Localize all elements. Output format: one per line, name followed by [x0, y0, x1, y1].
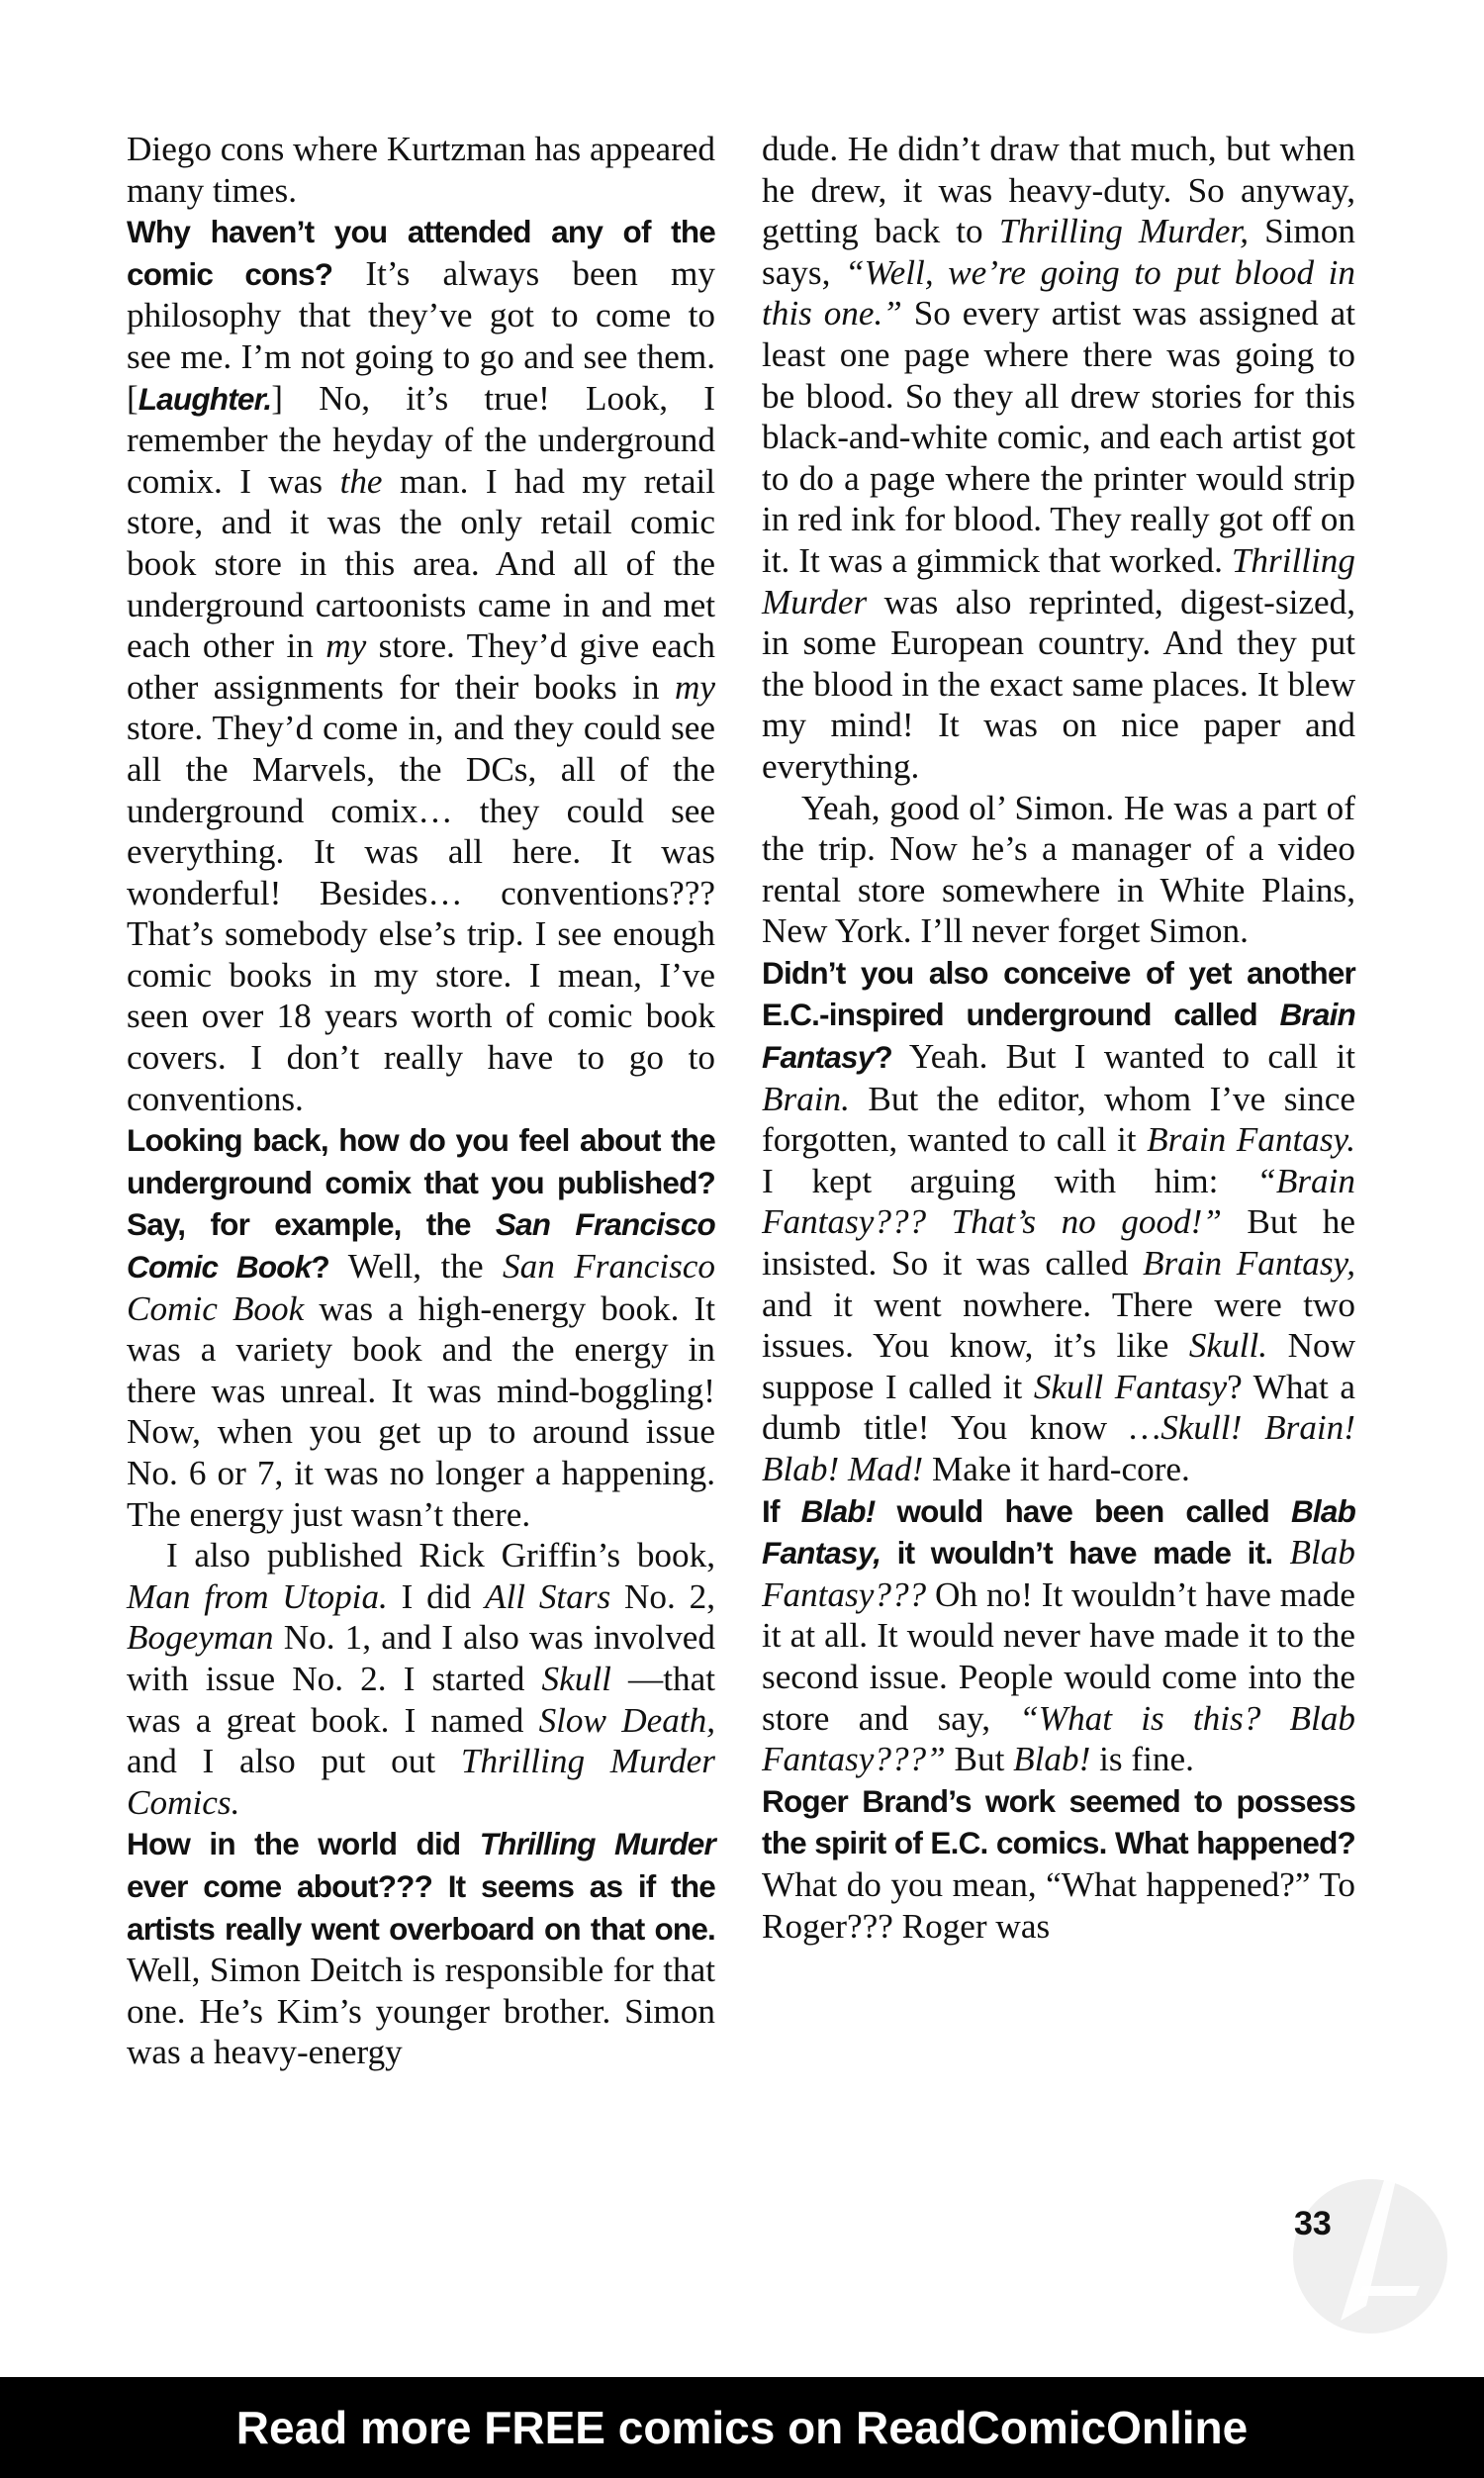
paragraph — [127, 1535, 715, 1823]
body-text: No. 2, — [610, 1576, 716, 1616]
watermark-logo-icon — [1271, 2138, 1469, 2355]
title-text: San Francisco Comic Book — [127, 1247, 715, 1328]
title-text: Thrilling Murder Comics. — [127, 1742, 715, 1822]
question-text: Didn’t you also conceive of yet another E.C.-inspired underground called — [762, 954, 1355, 1033]
title-text: Blab! — [1013, 1740, 1091, 1779]
question-text: Looking back, how do you feel about the underground comix that you published? Say, for example, the — [127, 1122, 715, 1243]
answer-text: store. They’d come in, and they could see all the Marvels, the DCs, all of the underground comix… they could see everything. It was all here. It was wonderful! Besides… conventions??? That’s somebody else’s trip. I see enough comic books in my store. I mean, I’ve seen over 18 years worth of comic book covers. I don’t really have to go to conventions. — [127, 709, 715, 1118]
body-text: and I also put out — [127, 1742, 461, 1781]
title-text: Brain Fantasy. — [1147, 1120, 1355, 1160]
title-text: Bogeyman — [127, 1618, 274, 1658]
question-title-text: Thrilling Murder — [479, 1826, 715, 1862]
question-title-text: San Francisco Comic Book — [127, 1206, 716, 1286]
title-text: Thrilling Murder, — [998, 212, 1250, 251]
laughter-text: Laughter. — [138, 380, 272, 417]
answer-text: Now suppose I called it — [762, 1326, 1355, 1406]
answer-text: is fine. — [1090, 1740, 1194, 1779]
promo-banner[interactable] — [0, 2377, 1484, 2478]
question-title-text: Brain Fantasy — [762, 997, 1355, 1076]
answer-text: Oh no! It wouldn’t have made it at all. It would never have made it to the second issue. People would come into the store and say, — [762, 1574, 1355, 1738]
quote-text: “Brain Fantasy??? That’s no good!” — [762, 1161, 1355, 1242]
qa-paragraph — [762, 952, 1355, 1490]
answer-text: But the editor, whom I’ve since forgotten, wanted to call it — [762, 1079, 1355, 1160]
body-text: I did — [387, 1576, 485, 1616]
title-text: Skull Fantasy — [1033, 1367, 1228, 1406]
qa-paragraph — [127, 211, 715, 1119]
title-text: Skull — [541, 1659, 611, 1698]
body-text: No. 1, and I also was involved with issue No. 2. I started — [127, 1618, 715, 1698]
answer-text: ] No, it’s true! Look, I remember the heyday of the underground comix. I was — [127, 378, 715, 501]
answer-text: It’s always been my philosophy that they’ve got to come to see me. I’m not going to go and see them. [ — [127, 253, 715, 418]
title-text: Blab Fantasy??? — [762, 1533, 1355, 1614]
left-column — [127, 129, 715, 2073]
answer-text — [1272, 1533, 1289, 1572]
question-title-text: Blab Fantasy, — [762, 1492, 1356, 1572]
answer-text: I kept arguing with him: — [762, 1161, 1257, 1200]
answer-text: Well, Simon Deitch is responsible for that one. He’s Kim’s younger brother. Simon was a heavy-energy — [127, 1951, 715, 2072]
quote-text: “Well, we’re going to put blood in this one.” — [762, 252, 1355, 334]
body-text: So every artist was assigned at least one page where there was going to be blood. So they all drew stories for this black-and-white comic, and each artist got to do a page where the printer would strip in red ink for blood. They really got off on it. It was a gimmick that worked. — [762, 294, 1355, 580]
title-text: Brain. — [762, 1079, 850, 1118]
answer-text: But — [945, 1740, 1014, 1779]
body-text: Diego cons where Kurtzman has appeared many times. — [127, 130, 716, 210]
question-text: it wouldn’t have made it. — [881, 1535, 1273, 1572]
body-text: Simon says, — [762, 212, 1355, 292]
qa-paragraph — [127, 1119, 715, 1535]
title-text: Thrilling Murder — [762, 540, 1355, 621]
title-text: Slow Death, — [538, 1700, 715, 1740]
title-text: Man from Utopia. — [127, 1576, 388, 1616]
question-text: Roger Brand’s work seemed to possess the spirit of E.C. comics. What happened? — [762, 1782, 1355, 1861]
banner-text[interactable]: Read more FREE comics on ReadComicOnline — [235, 2402, 1249, 2453]
emphasis-text: my — [674, 667, 715, 707]
answer-text: store. They’d give each other assignments for their books in — [127, 626, 715, 707]
question-title-text: Blab! — [800, 1492, 876, 1529]
title-text: Brain Fantasy, — [1142, 1244, 1355, 1284]
answer-text: Make it hard-core. — [923, 1450, 1190, 1488]
question-text: would have been called — [875, 1492, 1291, 1529]
answer-text: was a high-energy book. It was a variety book and the energy in there was unreal. It was mind-boggling! Now, when you get up to around issue No. 6 or 7, it was no longer a happening. The energy just wasn’t there. — [127, 1288, 715, 1534]
answer-text: Well, the — [328, 1247, 504, 1287]
answer-text: and it went nowhere. There were two issues. You know, it’s like — [762, 1285, 1355, 1366]
answer-text: But he insisted. So it was called — [762, 1202, 1355, 1284]
question-text: Why haven’t you attended any of the comic cons? — [127, 214, 715, 292]
paragraph — [127, 129, 715, 211]
qa-paragraph — [762, 1780, 1355, 1947]
body-text: dude. He didn’t draw that much, but when he drew, it was heavy-duty. So anyway, getting back to — [762, 130, 1355, 251]
page-number: 33 — [1294, 2205, 1332, 2242]
answer-text: ? What a dumb title! You know — [762, 1367, 1355, 1448]
title-text: …Skull! Brain! Blab! Mad! — [762, 1408, 1355, 1488]
body-text: —that was a great book. I named — [127, 1659, 716, 1740]
question-text: ? — [874, 1039, 892, 1076]
answer-text: Yeah. But I wanted to call it — [891, 1037, 1355, 1077]
answer-text: What do you mean, “What happened?” To Roger??? Roger was — [762, 1864, 1355, 1946]
body-text: Yeah, good ol’ Simon. He was a part of the trip. Now he’s a manager of a video rental store somewhere in White Plains, New York. I’ll never forget Simon. — [762, 788, 1355, 951]
emphasis-text: the — [339, 461, 383, 501]
question-text: ? — [311, 1249, 329, 1286]
body-text: was also reprinted, digest-sized, in some European country. And they put the blood in the exact same places. It blew my mind! It was on nice paper and everything. — [762, 582, 1355, 786]
quote-text: “What is this? Blab Fantasy???” — [762, 1698, 1355, 1779]
qa-paragraph — [762, 1490, 1355, 1780]
title-text: Skull. — [1188, 1326, 1268, 1366]
qa-paragraph — [127, 1823, 715, 2073]
paragraph — [762, 788, 1355, 952]
body-text: I also published Rick Griffin’s book, — [166, 1536, 715, 1575]
title-text: All Stars — [484, 1576, 611, 1616]
answer-text: man. I had my retail store, and it was the only retail comic book store in this area. And all of the underground cartoonists came in and met each other in — [127, 461, 715, 666]
paragraph — [762, 129, 1355, 788]
right-column — [762, 129, 1355, 1947]
question-text: If — [762, 1492, 801, 1529]
question-text: How in the world did — [127, 1826, 480, 1862]
emphasis-text: my — [325, 626, 367, 666]
question-text: ever come about??? It seems as if the artists really went overboard on that one. — [127, 1867, 715, 1947]
